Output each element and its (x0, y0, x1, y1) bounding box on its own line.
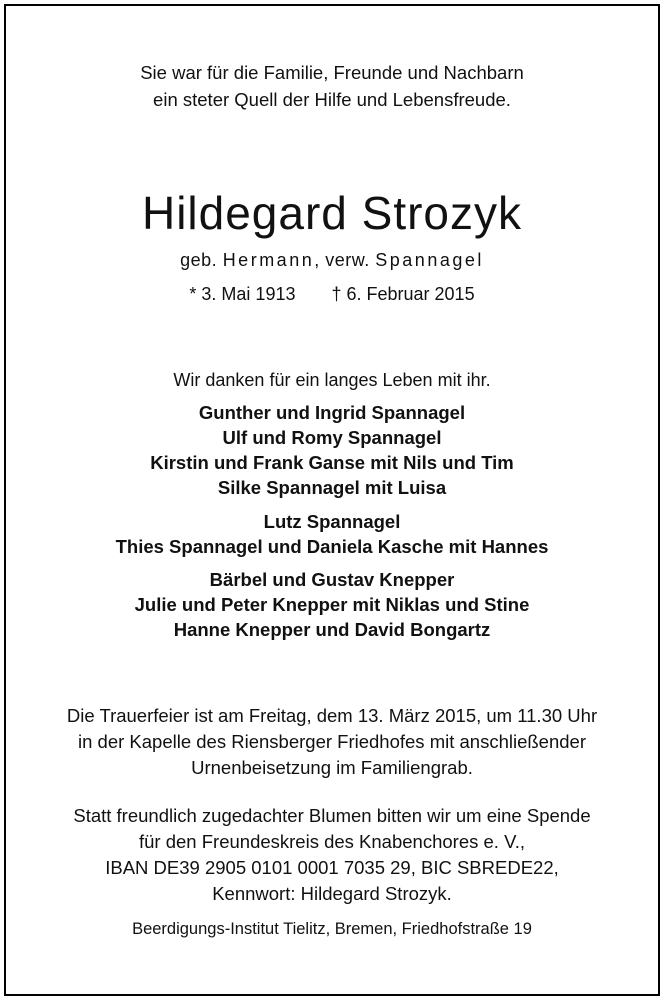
family-member: Lutz Spannagel (263, 511, 401, 532)
donation-line-1: Statt freundlich zugedachter Blumen bitten wir um eine Spende (73, 805, 591, 826)
donation-line-2: für den Freundeskreis des Knabenchores e. V., (139, 831, 525, 852)
funeral-institute: Beerdigungs-Institut Tielitz, Bremen, Friedhofstraße 19 (132, 920, 532, 938)
donation-line-3: IBAN DE39 2905 0101 0001 7035 29, BIC SBREDE22, (105, 857, 559, 878)
birth-names: geb. Hermann, verw. Spannagel (180, 250, 484, 270)
donation-line-4: Kennwort: Hildegard Strozyk. (212, 883, 452, 904)
family-member: Julie und Peter Knepper mit Niklas und Stine (134, 594, 530, 615)
obituary-notice (4, 4, 660, 996)
life-dates (6, 284, 658, 305)
deceased-name: Hildegard Strozyk (141, 187, 523, 239)
funeral-line-1: Die Trauerfeier ist am Freitag, dem 13. März 2015, um 11.30 Uhr (66, 705, 598, 726)
birth-date: * 3. Mai 1913 (189, 284, 296, 304)
family-member: Bärbel und Gustav Knepper (209, 569, 455, 590)
funeral-line-2: in der Kapelle des Riensberger Friedhofes mit anschließender (78, 731, 586, 752)
family-member: Kirstin und Frank Ganse mit Nils und Tim (150, 452, 514, 473)
family-member: Hanne Knepper und David Bongartz (173, 619, 491, 640)
family-member: Gunther und Ingrid Spannagel (198, 402, 466, 423)
family-member: Silke Spannagel mit Luisa (217, 477, 447, 498)
nee-name: Hermann (222, 250, 315, 270)
widow-name: Spannagel (375, 250, 484, 270)
thanks-line: Wir danken für ein langes Leben mit ihr. (173, 370, 491, 390)
intro-line-2: ein steter Quell der Hilfe und Lebensfreude. (153, 89, 511, 110)
nee-prefix: geb. (180, 250, 218, 270)
intro-line-1: Sie war für die Familie, Freunde und Nachbarn (140, 62, 524, 83)
widow-prefix: verw. (325, 250, 370, 270)
death-date: † 6. Februar 2015 (331, 284, 475, 304)
family-member: Thies Spannagel und Daniela Kasche mit Hannes (115, 536, 549, 557)
family-member: Ulf und Romy Spannagel (222, 427, 442, 448)
funeral-line-3: Urnenbeisetzung im Familiengrab. (191, 757, 473, 778)
